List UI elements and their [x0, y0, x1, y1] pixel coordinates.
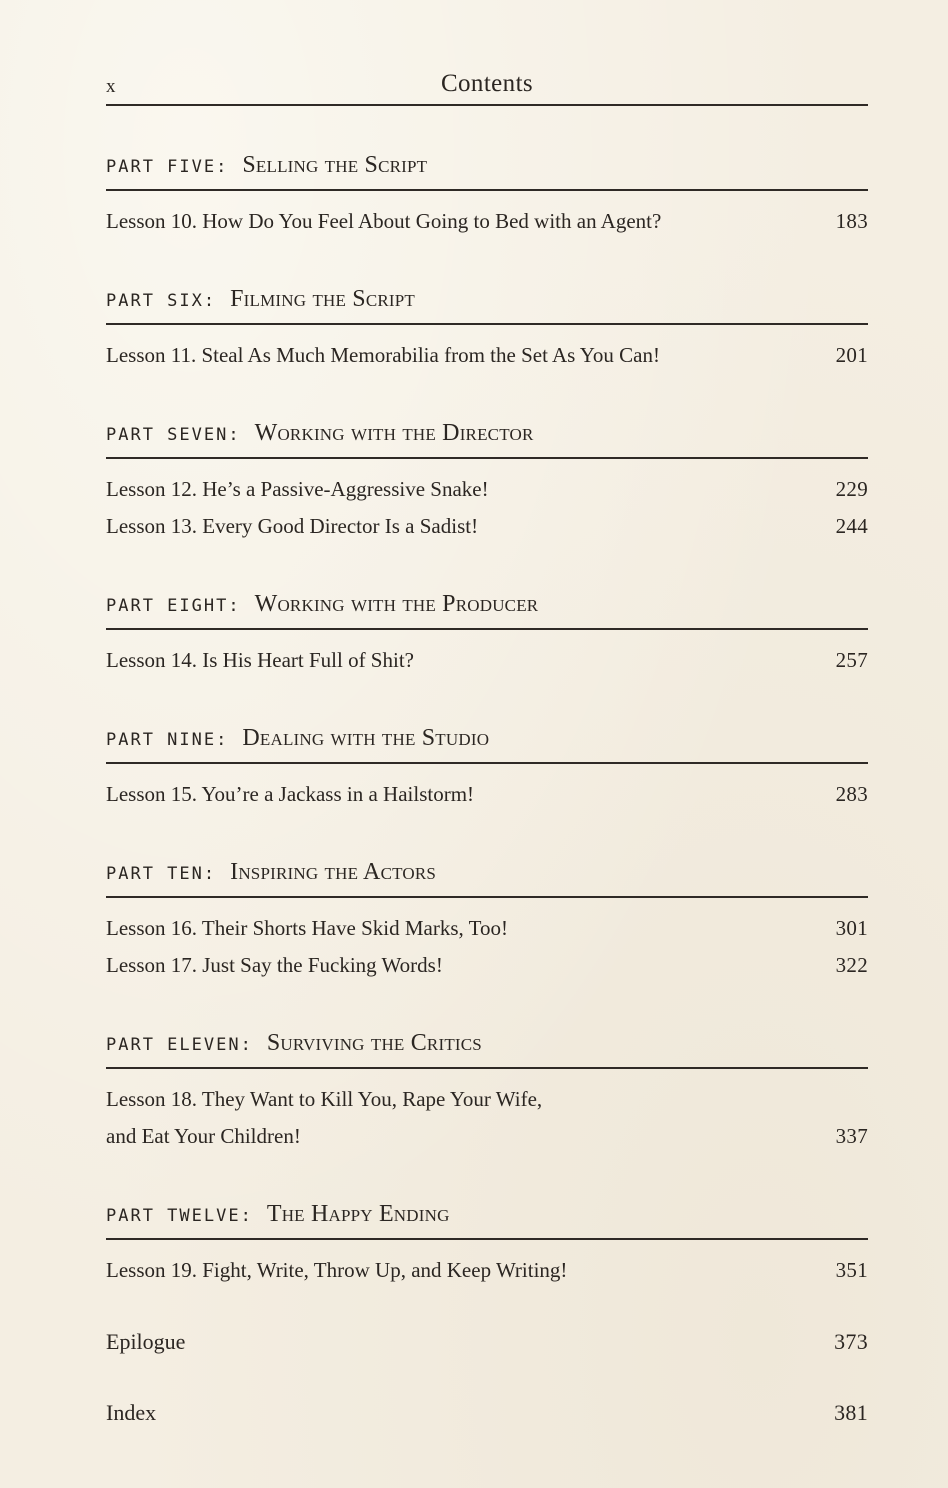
- part-entries: [106, 459, 868, 545]
- toc-part: [106, 152, 868, 240]
- part-heading: [106, 1030, 868, 1069]
- toc-entry: [106, 1252, 868, 1289]
- entry-title-line: Lesson 11. Steal As Much Memorabilia from the Set As You Can!: [106, 343, 660, 367]
- toc-entry: [106, 910, 868, 947]
- entry-title: [106, 776, 808, 813]
- entry-page-number: 351: [835, 1258, 868, 1282]
- entry-page-number: 283: [835, 782, 868, 806]
- entry-title: [106, 471, 808, 508]
- parts-list: [106, 152, 868, 1289]
- contents-page: [106, 66, 868, 1465]
- part-label: PART NINE:: [106, 730, 229, 750]
- entry-page-number: 322: [835, 953, 868, 977]
- entry-title: [106, 337, 808, 374]
- part-title: Selling the Script: [242, 152, 428, 178]
- running-head: [106, 66, 868, 106]
- toc-entry: [106, 947, 868, 984]
- entry-page-number: 257: [835, 648, 868, 672]
- part-heading: [106, 152, 868, 191]
- part-entries: [106, 325, 868, 374]
- part-label: PART TEN:: [106, 864, 217, 884]
- part-title: Dealing with the Studio: [242, 725, 490, 751]
- entry-title: Epilogue: [106, 1329, 186, 1354]
- entry-title-line: Lesson 15. You’re a Jackass in a Hailstorm!: [106, 782, 475, 806]
- entry-title-line: Lesson 12. He’s a Passive-Aggressive Snake!: [106, 477, 489, 501]
- part-label: PART TWELVE:: [106, 1206, 253, 1226]
- part-title: The Happy Ending: [266, 1201, 450, 1227]
- toc-part: [106, 1030, 868, 1155]
- part-title: Surviving the Critics: [266, 1030, 482, 1056]
- part-entries: [106, 630, 868, 679]
- toc-part: [106, 286, 868, 374]
- entry-title: Index: [106, 1400, 157, 1425]
- entry-page-number: 201: [835, 343, 868, 367]
- part-entries: [106, 1069, 868, 1155]
- entry-title: [106, 910, 808, 947]
- part-heading: [106, 286, 868, 325]
- part-heading: [106, 1201, 868, 1240]
- entry-title: [106, 947, 808, 984]
- entry-title: [106, 642, 808, 679]
- entry-title-line: Lesson 18. They Want to Kill You, Rape Your Wife,: [106, 1087, 543, 1111]
- part-title: Filming the Script: [230, 286, 416, 312]
- part-heading: [106, 591, 868, 630]
- toc-entry: [106, 642, 868, 679]
- toc-part: [106, 859, 868, 984]
- page-number: x: [106, 76, 116, 97]
- entry-title: [106, 508, 808, 545]
- toc-entry: [106, 508, 868, 545]
- entry-title-line: and Eat Your Children!: [106, 1124, 301, 1148]
- back-matter-list: [106, 1323, 868, 1431]
- part-label: PART SIX:: [106, 291, 217, 311]
- entry-title: [106, 203, 808, 240]
- toc-part: [106, 1201, 868, 1289]
- part-label: PART EIGHT:: [106, 596, 241, 616]
- toc-part: [106, 420, 868, 545]
- entry-title-line: Lesson 10. How Do You Feel About Going to Bed with an Agent?: [106, 209, 662, 233]
- entry-title-line: Lesson 13. Every Good Director Is a Sadist!: [106, 514, 479, 538]
- entry-page-number: 301: [835, 916, 868, 940]
- toc-entry: [106, 1081, 868, 1155]
- part-entries: [106, 898, 868, 984]
- entry-title-line: Lesson 19. Fight, Write, Throw Up, and Keep Writing!: [106, 1258, 568, 1282]
- toc-part: [106, 725, 868, 813]
- entry-page-number: 337: [835, 1124, 868, 1148]
- toc-entry: [106, 471, 868, 508]
- back-matter-entry: [106, 1394, 868, 1431]
- part-label: PART FIVE:: [106, 157, 229, 177]
- entry-page-number: 244: [835, 514, 868, 538]
- part-entries: [106, 191, 868, 240]
- part-title: Working with the Director: [254, 420, 534, 446]
- part-heading: [106, 859, 868, 898]
- part-title: Working with the Producer: [254, 591, 539, 617]
- part-heading: [106, 420, 868, 459]
- entry-title: [106, 1252, 808, 1289]
- part-label: PART SEVEN:: [106, 425, 241, 445]
- entry-page-number: 183: [835, 209, 868, 233]
- entry-title-line: Lesson 16. Their Shorts Have Skid Marks, Too!: [106, 916, 508, 940]
- part-entries: [106, 1240, 868, 1289]
- part-heading: [106, 725, 868, 764]
- entry-title: [106, 1081, 808, 1155]
- part-title: Inspiring the Actors: [230, 859, 437, 885]
- toc-entry: [106, 776, 868, 813]
- part-label: PART ELEVEN:: [106, 1035, 253, 1055]
- toc-part: [106, 591, 868, 679]
- toc-entry: [106, 203, 868, 240]
- entry-page-number: 229: [835, 477, 868, 501]
- toc-entry: [106, 337, 868, 374]
- entry-title-line: Lesson 14. Is His Heart Full of Shit?: [106, 648, 414, 672]
- entry-page-number: 373: [834, 1329, 868, 1354]
- entry-title-line: Lesson 17. Just Say the Fucking Words!: [106, 953, 443, 977]
- page-title: Contents: [440, 70, 534, 97]
- entry-page-number: 381: [834, 1400, 868, 1425]
- part-entries: [106, 764, 868, 813]
- back-matter-entry: [106, 1323, 868, 1360]
